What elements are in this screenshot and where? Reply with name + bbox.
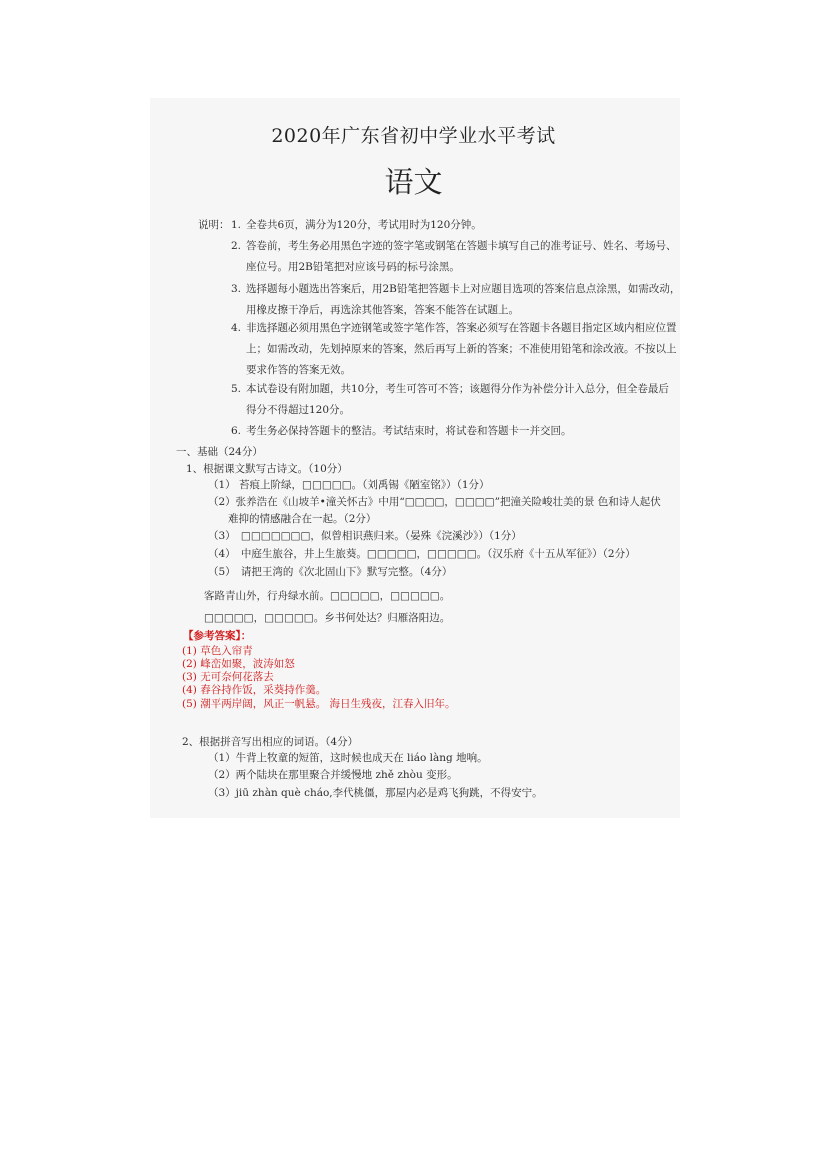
instruction-number: 4. bbox=[231, 322, 242, 334]
question-item: （1） 苔痕上阶绿，□□□□□。（刘禹锡《陋室铭》）（1分） bbox=[208, 479, 490, 491]
answer-item: (3) 无可奈何花落去 bbox=[182, 671, 274, 683]
question-item: （4） 中庭生旅谷，井上生旅葵。□□□□□，□□□□□。（汉乐府《十五从军征》）（2分） bbox=[208, 548, 636, 560]
question-item: （2）张养浩在《山坡羊•潼关怀古》中用“□□□□，□□□□”把潼关险峻壮美的景 色和诗人起伏 bbox=[208, 496, 661, 508]
question-item: （1）牛背上牧童的短笛，这时候也成天在 liáo làng 地响。 bbox=[208, 752, 488, 764]
instruction-line: 全卷共6页，满分为120分，考试用时为120分钟。 bbox=[246, 219, 482, 231]
instruction-number: 3. bbox=[231, 283, 242, 295]
poem-line: □□□□□，□□□□□。乡书何处达？归雁洛阳边。 bbox=[204, 612, 451, 624]
instruction-line: 得分不得超过120分。 bbox=[246, 404, 351, 416]
answer-item: (4) 舂谷持作饭，采葵持作羹。 bbox=[182, 684, 327, 696]
instruction-line: 座位号。用2B铅笔把对应该号码的标号涂黑。 bbox=[246, 261, 460, 273]
answers-heading: 【参考答案】： bbox=[183, 630, 252, 642]
instruction-line: 上；如需改动，先划掉原来的答案，然后再写上新的答案；不准使用铅笔和涂改液。不按以上 bbox=[246, 343, 677, 355]
instruction-number: 2. bbox=[231, 240, 242, 252]
question-title: 1、根据课文默写古诗文。（10分） bbox=[186, 463, 348, 475]
exam-title: 2020年广东省初中学业水平考试 bbox=[271, 125, 556, 147]
answer-item: (5) 潮平两岸阔，风正一帆悬。 海日生残夜，江春入旧年。 bbox=[182, 698, 456, 710]
question-title: 2、根据拼音写出相应的词语。（4分） bbox=[182, 736, 359, 748]
instruction-line: 选择题每小题选出答案后，用2B铅笔把答题卡上对应题目选项的答案信息点涂黑，如需改动， bbox=[246, 283, 681, 295]
instruction-number: 5. bbox=[231, 383, 242, 395]
instructions-label: 说明： bbox=[198, 219, 230, 231]
question-item: （5） 请把王湾的《次北固山下》默写完整。（4分） bbox=[208, 566, 453, 578]
section-heading: 一、基础（24分） bbox=[176, 446, 263, 458]
instruction-line: 用橡皮擦干净后，再选涂其他答案，答案不能答在试题上。 bbox=[246, 304, 519, 316]
instruction-line: 考生务必保持答题卡的整洁。考试结束时，将试卷和答题卡一并交回。 bbox=[246, 425, 572, 437]
question-item: 难抑的情感融合在一起。（2分） bbox=[228, 513, 377, 525]
question-item: （3） □□□□□□□，似曾相识燕归来。（晏殊《浣溪沙》）（1分） bbox=[208, 530, 522, 542]
instruction-number: 1. bbox=[231, 219, 242, 231]
instruction-line: 非选择题必须用黑色字迹钢笔或签字笔作答，答案必须写在答题卡各题目指定区域内相应位置 bbox=[246, 322, 677, 334]
poem-line: 客路青山外，行舟绿水前。□□□□□，□□□□□。 bbox=[204, 590, 451, 602]
answer-item: (1) 草色入帘青 bbox=[182, 645, 253, 657]
subject-title: 语文 bbox=[384, 165, 443, 199]
instruction-number: 6. bbox=[231, 425, 242, 437]
answer-item: (2) 峰峦如聚，波涛如怒 bbox=[182, 658, 295, 670]
instruction-line: 本试卷设有附加题，共10分，考生可答可不答；该题得分作为补偿分计入总分，但全卷最后 bbox=[246, 383, 669, 395]
instruction-line: 要求作答的答案无效。 bbox=[246, 364, 351, 376]
question-item: （3）jiū zhàn què cháo,李代桃僵，那屋内必是鸡飞狗跳，不得安宁。 bbox=[208, 787, 543, 799]
question-item: （2）两个陆块在那里聚合并缓慢地 zhě zhòu 变形。 bbox=[208, 769, 458, 781]
instruction-line: 答卷前，考生务必用黑色字迹的签字笔或钢笔在答题卡填写自己的准考证号、姓名、考场号、 bbox=[246, 240, 677, 252]
